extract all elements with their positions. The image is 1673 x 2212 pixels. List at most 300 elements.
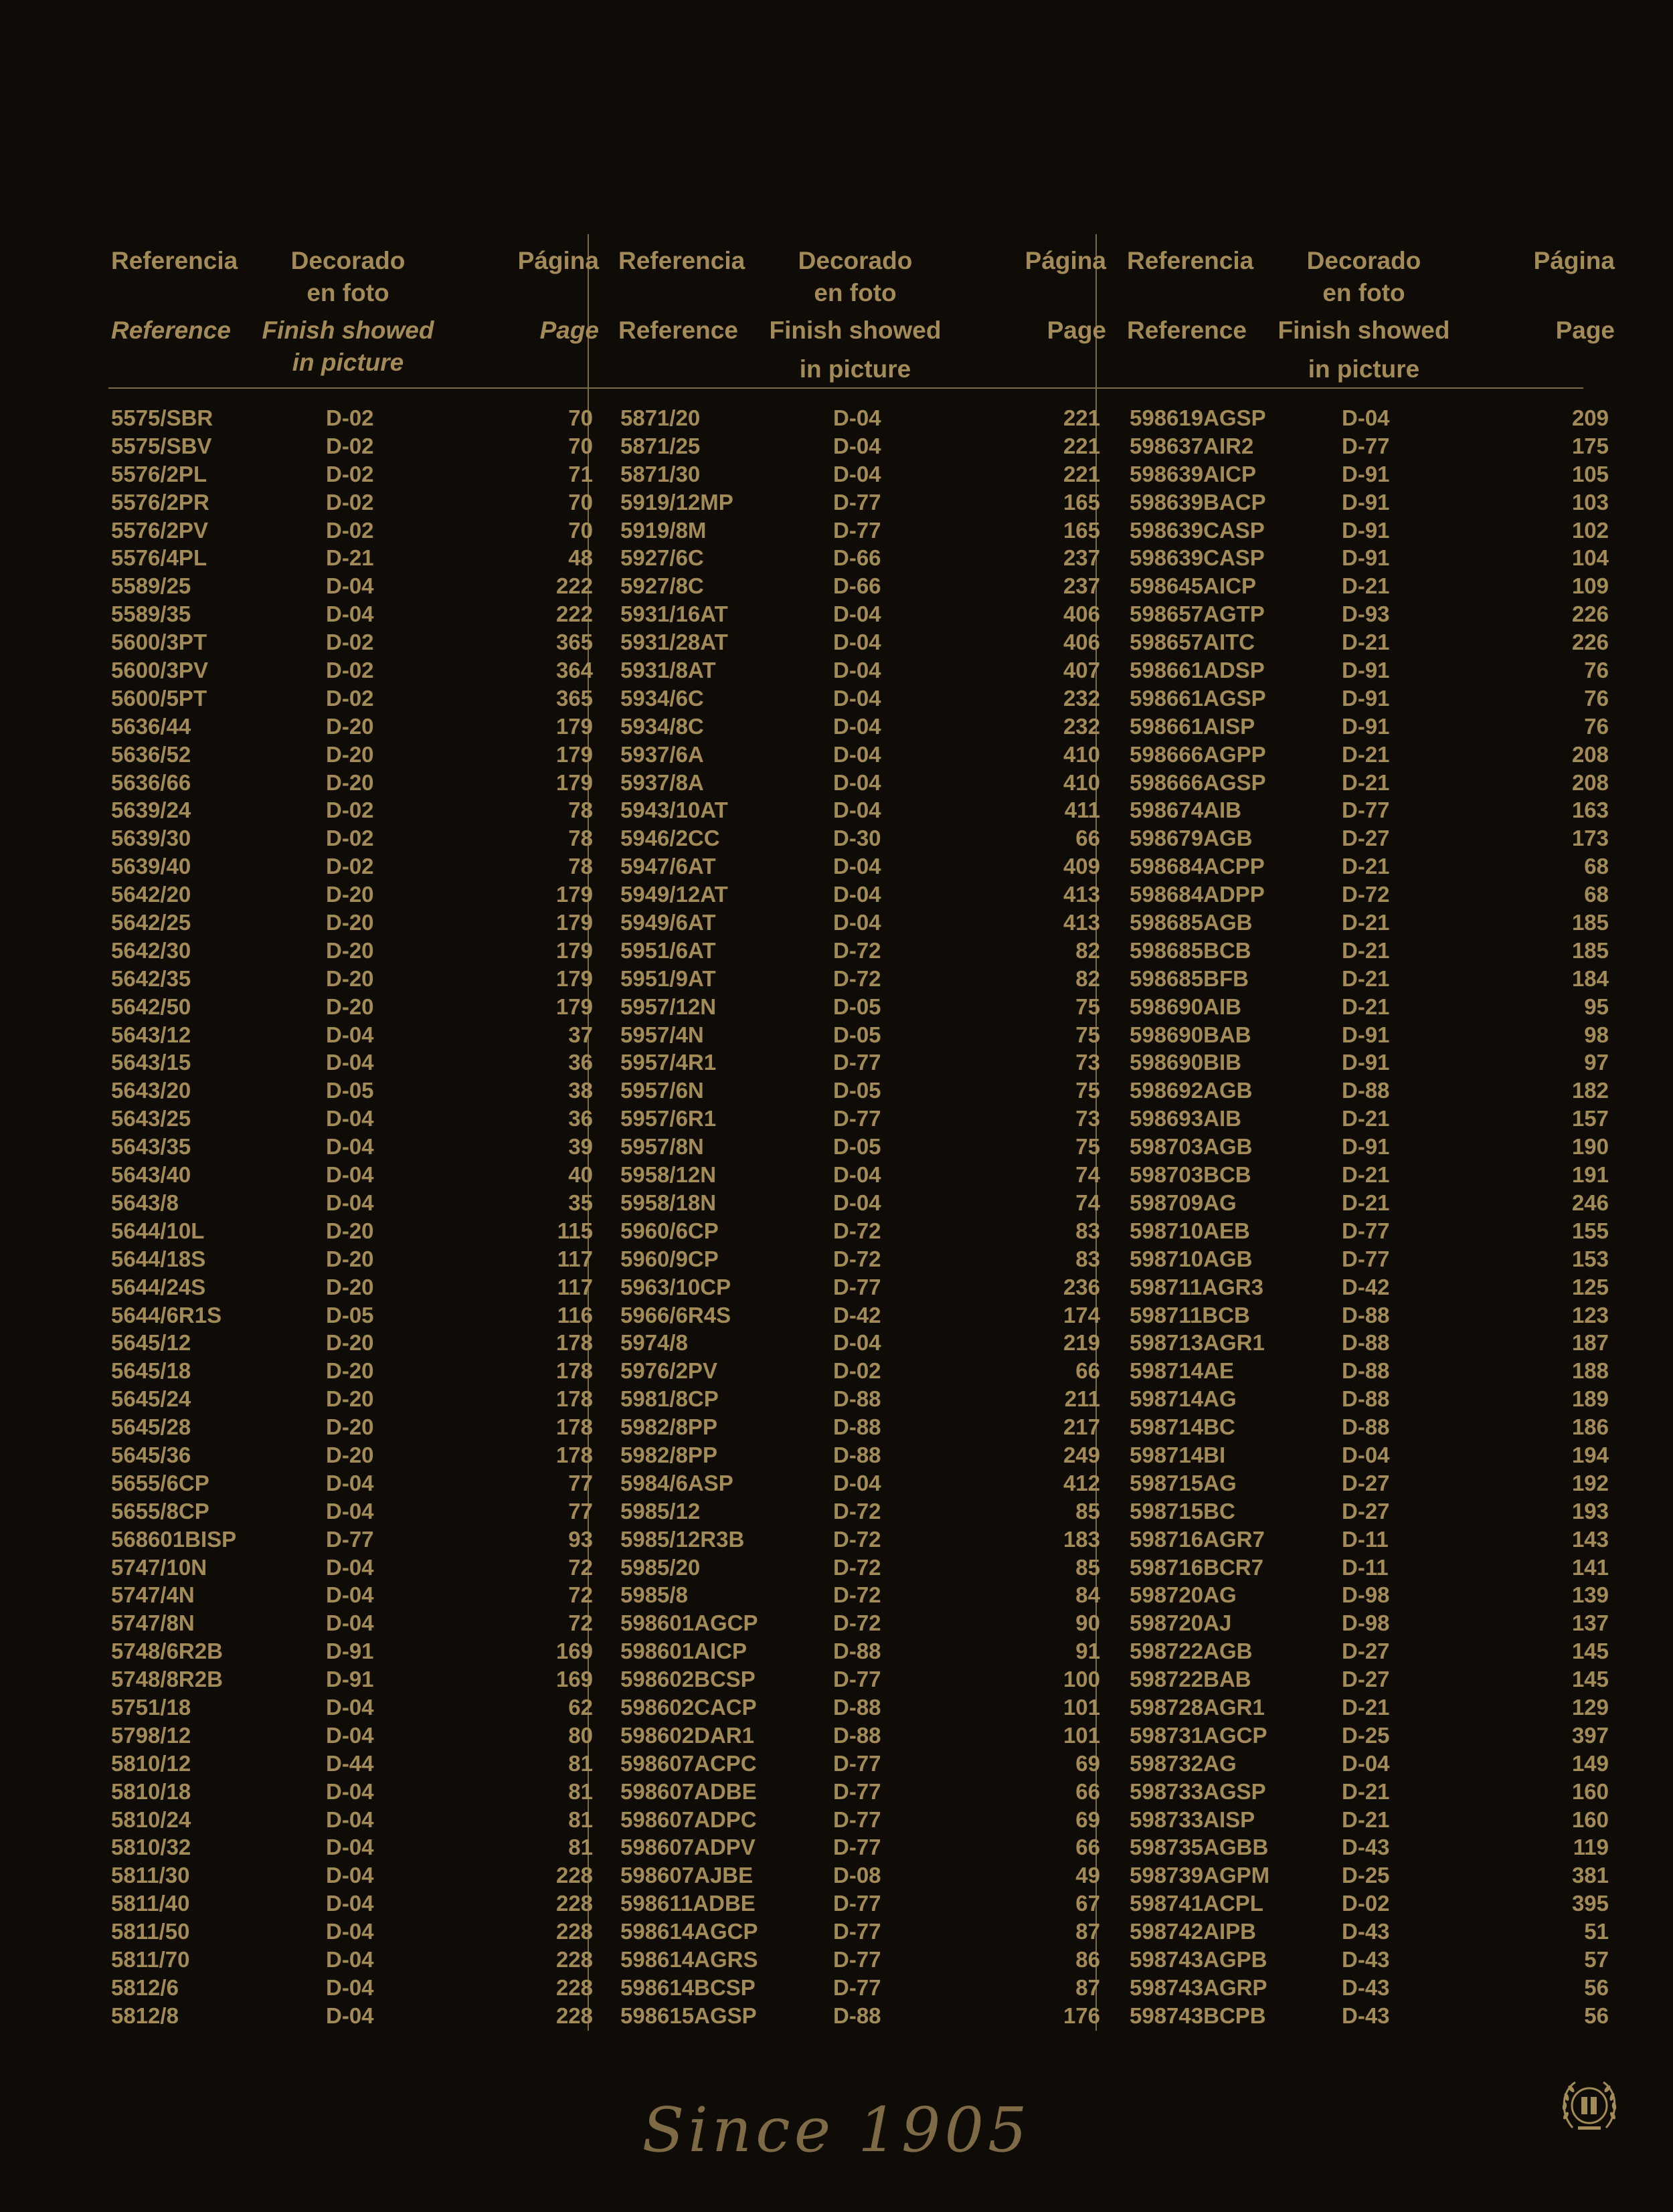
finish-cell: D-88	[1342, 1386, 1390, 1412]
finish-cell: D-77	[833, 1050, 881, 1075]
reference-cell: 5947/6AT	[620, 854, 716, 879]
finish-cell: D-72	[833, 1610, 881, 1636]
table-row	[1123, 432, 1618, 460]
table-row	[1123, 1806, 1618, 1834]
table-row	[107, 1385, 602, 1413]
page-cell: 178	[555, 1386, 593, 1412]
finish-cell: D-91	[1342, 517, 1390, 543]
table-row	[107, 404, 602, 432]
table-row	[107, 741, 602, 769]
finish-cell: D-04	[326, 1863, 374, 1888]
finish-cell: D-93	[1342, 602, 1390, 627]
finish-cell: D-11	[1342, 1554, 1389, 1580]
page-cell: 87	[1075, 1919, 1100, 1944]
page-cell: 228	[555, 1919, 593, 1944]
table-block-1	[107, 234, 602, 2028]
reference-cell: 5642/20	[111, 882, 191, 907]
table-row	[614, 713, 1110, 741]
table-row	[614, 1217, 1110, 1245]
table-row	[107, 1833, 602, 1861]
reference-cell: 5943/10AT	[620, 798, 728, 823]
finish-cell: D-91	[1342, 1050, 1390, 1075]
table-row	[1123, 1833, 1618, 1861]
page-cell: 116	[557, 1302, 593, 1327]
page-cell: 410	[1063, 769, 1100, 795]
finish-cell: D-77	[833, 1750, 881, 1776]
table-row	[614, 824, 1110, 852]
table-row	[107, 628, 602, 656]
finish-cell: D-21	[1342, 1694, 1390, 1720]
finish-cell: D-21	[1342, 965, 1390, 991]
finish-cell: D-43	[1342, 1835, 1390, 1860]
table-row	[1123, 572, 1618, 600]
finish-cell: D-04	[833, 630, 881, 655]
reference-cell: 5963/10CP	[620, 1274, 731, 1299]
page-cell: 191	[1571, 1162, 1609, 1188]
table-row	[1123, 1497, 1618, 1526]
reference-cell: 598639CASP	[1130, 545, 1265, 571]
table-row	[1123, 1722, 1618, 1750]
reference-cell: 598637AIR2	[1130, 433, 1254, 458]
reference-cell: 5642/35	[111, 965, 191, 991]
page-cell: 222	[555, 573, 593, 599]
header-reference-en: Reference	[1127, 316, 1247, 344]
table-row	[107, 1048, 602, 1077]
table-row	[107, 1413, 602, 1441]
finish-cell: D-77	[1342, 1246, 1390, 1271]
page-cell: 246	[1571, 1190, 1609, 1215]
table-row	[107, 937, 602, 965]
finish-cell: D-05	[833, 1078, 881, 1103]
page-cell: 139	[1571, 1582, 1609, 1608]
finish-cell: D-05	[833, 994, 881, 1019]
table-row	[1123, 741, 1618, 769]
header-finish-en: Finish showed in picture	[1278, 316, 1450, 383]
page-cell: 407	[1063, 658, 1100, 683]
finish-cell: D-27	[1342, 1667, 1390, 1692]
table-row	[614, 488, 1110, 517]
reference-cell: 5576/2PR	[111, 489, 209, 515]
reference-cell: 5934/8C	[620, 713, 704, 739]
table-row	[614, 1077, 1110, 1105]
reference-cell: 5985/20	[620, 1554, 701, 1580]
page-cell: 76	[1584, 685, 1609, 711]
reference-cell: 598732AG	[1130, 1750, 1237, 1776]
table-row	[1123, 1665, 1618, 1693]
table-row	[1123, 404, 1618, 432]
finish-cell: D-04	[326, 1722, 374, 1748]
reference-cell: 598645AICP	[1130, 573, 1256, 599]
finish-cell: D-77	[833, 1919, 881, 1944]
reference-cell: 5985/12	[620, 1498, 701, 1524]
reference-cell: 5974/8	[620, 1330, 688, 1356]
reference-cell: 5645/12	[111, 1330, 191, 1356]
finish-cell: D-72	[833, 1554, 881, 1580]
finish-cell: D-77	[833, 1274, 881, 1299]
finish-cell: D-21	[1342, 854, 1390, 879]
finish-cell: D-21	[1342, 769, 1390, 795]
table-row	[107, 1946, 602, 1974]
reference-cell: 598661AISP	[1130, 713, 1255, 739]
reference-cell: 598619AGSP	[1130, 405, 1266, 430]
finish-cell: D-21	[1342, 1778, 1390, 1804]
page-cell: 83	[1075, 1246, 1100, 1271]
table-row	[107, 1554, 602, 1582]
page-cell: 232	[1063, 685, 1100, 711]
finish-cell: D-91	[1342, 545, 1390, 571]
page-cell: 228	[555, 1863, 593, 1888]
table-row	[614, 852, 1110, 881]
table-row	[1123, 600, 1618, 628]
finish-cell: D-91	[1342, 713, 1390, 739]
page-cell: 178	[555, 1358, 593, 1384]
finish-cell: D-42	[1342, 1274, 1390, 1299]
finish-cell: D-77	[833, 1807, 881, 1832]
page-cell: 411	[1064, 798, 1100, 823]
table-row	[107, 1722, 602, 1750]
table-row	[614, 1301, 1110, 1329]
page-cell: 81	[568, 1807, 593, 1832]
reference-cell: 5931/28AT	[620, 630, 728, 655]
page-cell: 56	[1584, 1974, 1609, 2000]
reference-cell: 598690BIB	[1130, 1050, 1241, 1075]
reference-cell: 5934/6C	[620, 685, 704, 711]
finish-cell: D-91	[1342, 1134, 1390, 1160]
finish-cell: D-04	[833, 882, 881, 907]
finish-cell: D-04	[326, 602, 374, 627]
header-finish-es: Decorado en foto	[290, 247, 406, 306]
table-row	[107, 488, 602, 517]
finish-cell: D-02	[326, 798, 374, 823]
table-row	[107, 713, 602, 741]
finish-cell: D-88	[833, 1386, 881, 1412]
page-cell: 84	[1075, 1582, 1100, 1608]
table-row	[107, 572, 602, 600]
page-cell: 185	[1571, 937, 1609, 963]
reference-cell: 5960/6CP	[620, 1218, 719, 1243]
page-cell: 117	[557, 1274, 593, 1299]
table-row	[1123, 852, 1618, 881]
finish-cell: D-77	[833, 489, 881, 515]
page-cell: 71	[568, 461, 593, 486]
finish-cell: D-04	[326, 1554, 374, 1580]
finish-cell: D-77	[833, 1974, 881, 2000]
reference-cell: 598601AICP	[620, 1639, 747, 1664]
page-cell: 219	[1063, 1330, 1100, 1356]
finish-cell: D-91	[1342, 461, 1390, 486]
finish-cell: D-04	[326, 1835, 374, 1860]
header-page-es: Página	[517, 247, 599, 274]
table-row	[107, 1441, 602, 1469]
page-cell: 51	[1584, 1919, 1609, 1944]
page-cell: 228	[555, 1891, 593, 1916]
finish-cell: D-20	[326, 1218, 374, 1243]
table-row	[107, 1526, 602, 1554]
finish-cell: D-91	[326, 1667, 374, 1692]
finish-cell: D-72	[833, 1218, 881, 1243]
finish-cell: D-91	[1342, 1022, 1390, 1047]
reference-cell: 598607ADPV	[620, 1835, 756, 1860]
laurel-crest-logo-icon	[1553, 2069, 1626, 2142]
table-row	[614, 1778, 1110, 1806]
reference-cell: 598692AGB	[1130, 1078, 1253, 1103]
table-row	[107, 517, 602, 545]
page-cell: 145	[1571, 1639, 1609, 1664]
page-cell: 75	[1075, 994, 1100, 1019]
page-cell: 228	[555, 1974, 593, 2000]
table-row	[1123, 1918, 1618, 1946]
page-cell: 82	[1075, 965, 1100, 991]
finish-cell: D-91	[326, 1639, 374, 1664]
table-row	[614, 965, 1110, 993]
page-cell: 102	[1571, 517, 1609, 543]
table-row	[614, 1161, 1110, 1189]
page-cell: 176	[1063, 2003, 1100, 2028]
table-row	[107, 600, 602, 628]
table-row	[614, 937, 1110, 965]
page-cell: 249	[1063, 1442, 1100, 1467]
finish-cell: D-02	[326, 405, 374, 430]
reference-cell: 5984/6ASP	[620, 1470, 733, 1495]
page-cell: 185	[1571, 910, 1609, 935]
finish-cell: D-72	[833, 1526, 881, 1552]
table-row	[1123, 1750, 1618, 1778]
page-cell: 48	[568, 545, 593, 571]
reference-cell: 598607ACPC	[620, 1750, 757, 1776]
table-row	[614, 1609, 1110, 1637]
table-row	[614, 656, 1110, 684]
page-cell: 72	[568, 1582, 593, 1608]
table-row	[1123, 824, 1618, 852]
reference-cell: 5982/8PP	[620, 1442, 717, 1467]
table-row	[614, 460, 1110, 488]
reference-cell: 5576/4PL	[111, 545, 207, 571]
page-cell: 236	[1063, 1274, 1100, 1299]
reference-cell: 598715AG	[1130, 1470, 1237, 1495]
reference-cell: 598684ADPP	[1130, 882, 1265, 907]
reference-cell: 5747/8N	[111, 1610, 195, 1636]
page-cell: 209	[1571, 405, 1609, 430]
page-cell: 237	[1063, 545, 1100, 571]
reference-cell: 5958/18N	[620, 1190, 717, 1215]
reference-cell: 5985/8	[620, 1582, 688, 1608]
table-row	[614, 2002, 1110, 2030]
table-row	[614, 1469, 1110, 1497]
table-row	[614, 1189, 1110, 1217]
reference-cell: 598743AGRP	[1130, 1974, 1267, 2000]
reference-cell: 598639BACP	[1130, 489, 1266, 515]
page-cell: 62	[568, 1694, 593, 1720]
page-cell: 93	[568, 1526, 593, 1552]
page-cell: 381	[1571, 1863, 1609, 1888]
reference-cell: 5937/8A	[620, 769, 704, 795]
reference-cell: 5576/2PV	[111, 517, 208, 543]
reference-cell: 598661AGSP	[1130, 685, 1266, 711]
reference-cell: 5985/12R3B	[620, 1526, 745, 1552]
reference-cell: 568601BISP	[111, 1526, 237, 1552]
finish-cell: D-66	[833, 545, 881, 571]
reference-cell: 598690AIB	[1130, 994, 1241, 1019]
finish-cell: D-20	[326, 910, 374, 935]
page-cell: 98	[1584, 1022, 1609, 1047]
finish-cell: D-42	[833, 1302, 881, 1327]
finish-cell: D-04	[833, 769, 881, 795]
reference-cell: 5957/6N	[620, 1078, 704, 1103]
table-row	[107, 1105, 602, 1133]
finish-cell: D-04	[833, 658, 881, 683]
page-cell: 70	[568, 433, 593, 458]
table-row	[107, 1890, 602, 1918]
reference-cell: 5636/66	[111, 769, 191, 795]
reference-cell: 598661ADSP	[1130, 658, 1265, 683]
finish-cell: D-88	[1342, 1330, 1390, 1356]
table-row	[1123, 2002, 1618, 2030]
page-cell: 69	[1075, 1807, 1100, 1832]
page-cell: 70	[568, 405, 593, 430]
page-cell: 125	[1571, 1274, 1609, 1299]
finish-cell: D-04	[326, 1807, 374, 1832]
finish-cell: D-20	[326, 965, 374, 991]
finish-cell: D-20	[326, 994, 374, 1019]
finish-cell: D-21	[1342, 573, 1390, 599]
page-cell: 66	[1075, 1358, 1100, 1384]
finish-cell: D-27	[1342, 1470, 1390, 1495]
since-tagline: Since 1905	[642, 2094, 1031, 2166]
table-row	[614, 1806, 1110, 1834]
table-row	[614, 881, 1110, 909]
table-row	[614, 572, 1110, 600]
page-cell: 66	[1075, 826, 1100, 851]
reference-cell: 5812/8	[111, 2003, 179, 2028]
table-row	[1123, 1637, 1618, 1665]
reference-cell: 598639CASP	[1130, 517, 1265, 543]
page-cell: 77	[568, 1470, 593, 1495]
finish-cell: D-72	[1342, 882, 1390, 907]
table-row	[107, 684, 602, 713]
finish-cell: D-04	[1342, 1442, 1390, 1467]
table-rows-2	[614, 404, 1110, 2030]
page-cell: 36	[568, 1106, 593, 1131]
finish-cell: D-20	[326, 1386, 374, 1412]
table-row	[614, 769, 1110, 797]
table-row	[1123, 1778, 1618, 1806]
reference-cell: 598657AGTP	[1130, 602, 1265, 627]
finish-cell: D-20	[326, 1442, 374, 1467]
page-cell: 179	[555, 965, 593, 991]
table-row	[1123, 881, 1618, 909]
page-cell: 365	[555, 630, 593, 655]
reference-cell: 5811/70	[111, 1946, 190, 1972]
header-page-es: Página	[1533, 247, 1615, 274]
page-cell: 87	[1075, 1974, 1100, 2000]
table-row	[1123, 1357, 1618, 1385]
finish-cell: D-04	[833, 854, 881, 879]
page-cell: 90	[1075, 1610, 1100, 1636]
reference-cell: 598716AGR7	[1130, 1526, 1265, 1552]
table-row	[107, 769, 602, 797]
table-row	[107, 1581, 602, 1609]
table-row	[614, 517, 1110, 545]
table-row	[107, 1357, 602, 1385]
reference-cell: 598607ADPC	[620, 1807, 757, 1832]
table-row	[614, 1245, 1110, 1273]
table-rows-1	[107, 404, 602, 2030]
finish-cell: D-04	[833, 798, 881, 823]
finish-cell: D-02	[326, 685, 374, 711]
table-row	[1123, 796, 1618, 824]
page-cell: 193	[1571, 1498, 1609, 1524]
table-row	[107, 1133, 602, 1161]
finish-cell: D-77	[833, 1891, 881, 1916]
reference-cell: 5958/12N	[620, 1162, 717, 1188]
reference-cell: 5636/52	[111, 741, 191, 767]
finish-cell: D-77	[833, 1667, 881, 1692]
table-row	[1123, 1946, 1618, 1974]
finish-cell: D-20	[326, 1358, 374, 1384]
table-row	[1123, 1273, 1618, 1301]
page-cell: 186	[1571, 1414, 1609, 1440]
reference-cell: 598614AGCP	[620, 1919, 758, 1944]
finish-cell: D-05	[326, 1078, 374, 1103]
finish-cell: D-88	[1342, 1078, 1390, 1103]
finish-cell: D-04	[833, 1330, 881, 1356]
table-row	[614, 1105, 1110, 1133]
table-row	[614, 1974, 1110, 2002]
page-cell: 56	[1584, 2003, 1609, 2028]
finish-cell: D-04	[833, 1190, 881, 1215]
page-cell: 194	[1571, 1442, 1609, 1467]
table-row	[107, 1497, 602, 1526]
page-cell: 155	[1571, 1218, 1609, 1243]
page-cell: 117	[557, 1246, 593, 1271]
reference-cell: 5871/25	[620, 433, 701, 458]
table-row	[1123, 1048, 1618, 1077]
page-cell: 70	[568, 489, 593, 515]
table-row	[614, 1890, 1110, 1918]
table-row	[1123, 684, 1618, 713]
finish-cell: D-88	[833, 1694, 881, 1720]
reference-cell: 5871/20	[620, 405, 701, 430]
table-row	[107, 1077, 602, 1105]
reference-cell: 5810/18	[111, 1778, 191, 1804]
page-cell: 179	[555, 937, 593, 963]
table-row	[1123, 1189, 1618, 1217]
reference-cell: 5644/24S	[111, 1274, 206, 1299]
finish-cell: D-77	[1342, 1218, 1390, 1243]
page-cell: 179	[555, 910, 593, 935]
finish-cell: D-21	[1342, 741, 1390, 767]
reference-cell: 5643/15	[111, 1050, 191, 1075]
table-row	[107, 1861, 602, 1890]
table-row	[614, 684, 1110, 713]
table-row	[1123, 1526, 1618, 1554]
reference-cell: 5639/30	[111, 826, 191, 851]
table-row	[107, 1469, 602, 1497]
table-row	[614, 1021, 1110, 1049]
table-row	[614, 1946, 1110, 1974]
reference-cell: 598733AISP	[1130, 1807, 1255, 1832]
finish-cell: D-02	[326, 854, 374, 879]
reference-cell: 598720AJ	[1130, 1610, 1232, 1636]
reference-cell: 5957/6R1	[620, 1106, 717, 1131]
header-reference-es: Referencia	[618, 247, 745, 274]
table-row	[1123, 1077, 1618, 1105]
finish-cell: D-04	[326, 1778, 374, 1804]
table-row	[614, 1357, 1110, 1385]
finish-cell: D-20	[326, 769, 374, 795]
table-row	[1123, 993, 1618, 1021]
reference-cell: 598722BAB	[1130, 1667, 1251, 1692]
